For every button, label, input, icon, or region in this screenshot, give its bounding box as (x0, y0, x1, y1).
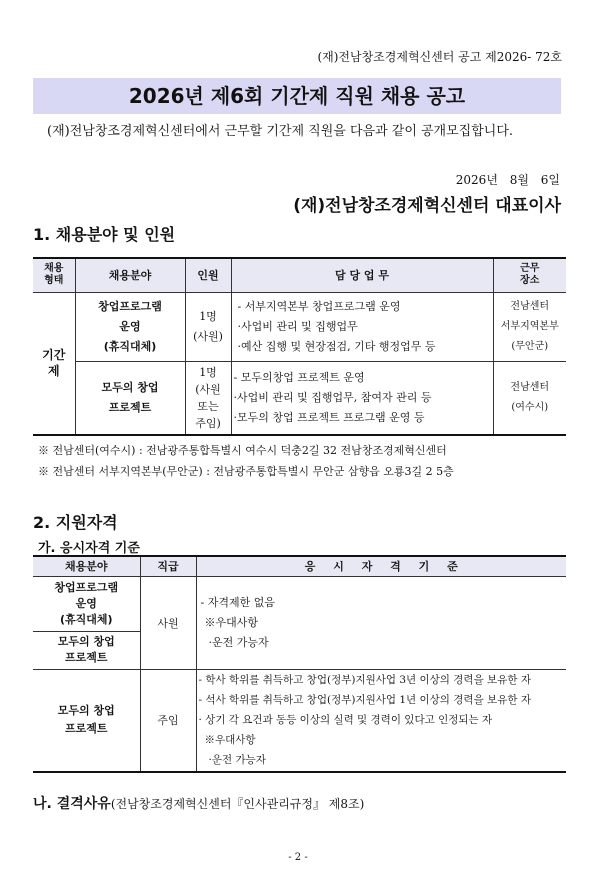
field-cell: 창업프로그램 운영 (휴직대체) (33, 576, 140, 631)
section3-reference: (전남창조경제혁신센터『인사관리규정』 제8조) (110, 797, 365, 811)
qualification-table (33, 555, 566, 773)
count-cell: 1명 (사원 또는 주임) (185, 361, 231, 435)
col-header-field: 채용분야 (33, 556, 140, 576)
count-cell: 1명 (사원) (185, 292, 231, 361)
field-cell: 창업프로그램 운영 (휴직대체) (75, 292, 185, 361)
table-row (33, 361, 566, 435)
col-header-duties: 담 당 업 무 (231, 258, 493, 292)
field-cell: 모두의 창업 프로젝트 (33, 631, 140, 669)
table-row (33, 669, 566, 772)
page-title: 2026년 제6회 기간제 직원 채용 공고 (33, 78, 561, 114)
duties-cell: - 모두의창업 프로젝트 운영 ·사업비 관리 및 집행업무, 참여자 관리 등 ·모두의 창업 프로젝트 프로그램 운영 등 (231, 361, 493, 435)
rank-cell: 사원 (140, 576, 196, 669)
duties-cell: - 서부지역본부 창업프로그램 운영 ·사업비 관리 및 집행업무 ·예산 집행 및 현장점검, 기타 행정업무 등 (231, 292, 493, 361)
recruitment-table (33, 257, 566, 436)
section3-heading (33, 793, 364, 813)
section1-heading: 1. 채용분야 및 인원 (33, 225, 176, 244)
col-header-place: 근무 장소 (493, 258, 566, 292)
place-cell: 전남센터 서부지역본부 (무안군) (493, 292, 566, 361)
criteria-cell: - 자격제한 없음 ※우대사항 ·운전 가능자 (196, 576, 566, 669)
section2-heading: 2. 지원자격 (33, 513, 118, 532)
col-header-field: 채용분야 (75, 258, 185, 292)
location-note: ※ 전남센터(여수시) : 전남광주통합특별시 여수시 덕충2길 32 전남창조경제혁신센터 (38, 444, 447, 457)
notice-date: 2026년 8월 6일 (455, 173, 560, 187)
col-header-rank: 직급 (140, 556, 196, 576)
place-cell: 전남센터 (여수시) (493, 361, 566, 435)
field-cell: 모두의 창업 프로젝트 (33, 669, 140, 772)
col-header-criteria: 응 시 자 격 기 준 (196, 556, 566, 576)
notice-number: (재)전남창조경제혁신센터 공고 제2026- 72호 (317, 50, 562, 64)
criteria-cell: - 학사 학위를 취득하고 창업(정부)지원사업 3년 이상의 경력을 보유한 자 - 석사 학위를 취득하고 창업(정부)지원사업 1년 이상의 경력을 보유한 자 · 상기 각 요건과 동등 이상의 실력 및 경력이 있다고 인정되는 자 ※우대사항 ·운전 가능자 (196, 669, 566, 772)
section2-subheading: 가. 응시자격 기준 (38, 537, 144, 557)
table-row (33, 292, 566, 361)
table-row (33, 576, 566, 631)
col-header-count: 인원 (185, 258, 231, 292)
intro-paragraph: (재)전남창조경제혁신센터에서 근무할 기간제 직원을 다음과 같이 공개모집합니다. (47, 124, 514, 139)
col-header-type: 채용 형태 (33, 258, 75, 292)
section3-label: 나. 결격사유 (33, 796, 111, 812)
page-number: - 2 - (288, 852, 308, 863)
rank-cell: 주임 (140, 669, 196, 772)
location-note: ※ 전남센터 서부지역본부(무안군) : 전남광주통합특별시 무안군 삼향읍 오룡3길 2 5층 (38, 465, 454, 478)
issuing-organization: (재)전남창조경제혁신센터 대표이사 (293, 196, 561, 216)
employment-type: 기간 제 (33, 292, 75, 435)
field-cell: 모두의 창업 프로젝트 (75, 361, 185, 435)
